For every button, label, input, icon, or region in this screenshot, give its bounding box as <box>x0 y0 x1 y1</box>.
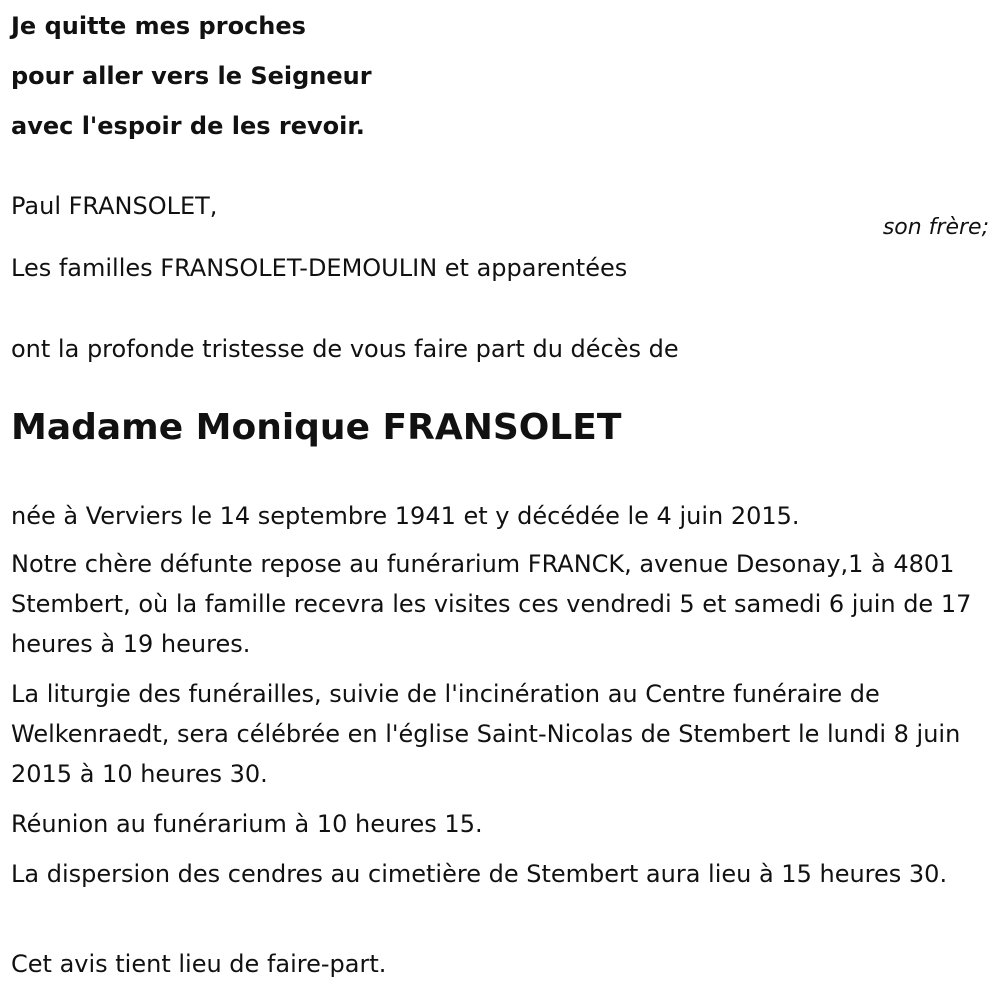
epitaph-line-1: Je quitte mes proches <box>11 12 306 40</box>
epitaph-line-3: avec l'espoir de les revoir. <box>11 112 365 140</box>
epitaph-line-2: pour aller vers le Seigneur <box>11 62 372 90</box>
liturgy-paragraph: La liturgie des funérailles, suivie de l'incinération au Centre funéraire de Welkenraedt, sera célébrée en l'église Saint-Nicolas de Stembert le lundi 8 juin 2015 à 10 heures 30. <box>11 680 961 788</box>
closing-paragraph: Cet avis tient lieu de faire-part. <box>11 950 387 978</box>
family-member-name: Paul FRANSOLET, <box>11 192 218 220</box>
families-line: Les familles FRANSOLET-DEMOULIN et apparentées <box>11 254 628 282</box>
meeting-paragraph: Réunion au funérarium à 10 heures 15. <box>11 810 483 838</box>
birth-death-paragraph: née à Verviers le 14 septembre 1941 et y décédée le 4 juin 2015. <box>11 502 800 530</box>
rest-paragraph: Notre chère défunte repose au funérarium FRANCK, avenue Desonay,1 à 4801 Stembert, où la famille recevra les visites ces vendredi 5 et samedi 6 juin de 17 heures à 19 heures. <box>11 550 972 658</box>
deceased-name: Madame Monique FRANSOLET <box>11 407 622 448</box>
family-member-relation: son frère; <box>882 215 989 240</box>
dispersion-paragraph: La dispersion des cendres au cimetière de Stembert aura lieu à 15 heures 30. <box>11 860 948 888</box>
announcement-text: ont la profonde tristesse de vous faire part du décès de <box>11 335 679 363</box>
